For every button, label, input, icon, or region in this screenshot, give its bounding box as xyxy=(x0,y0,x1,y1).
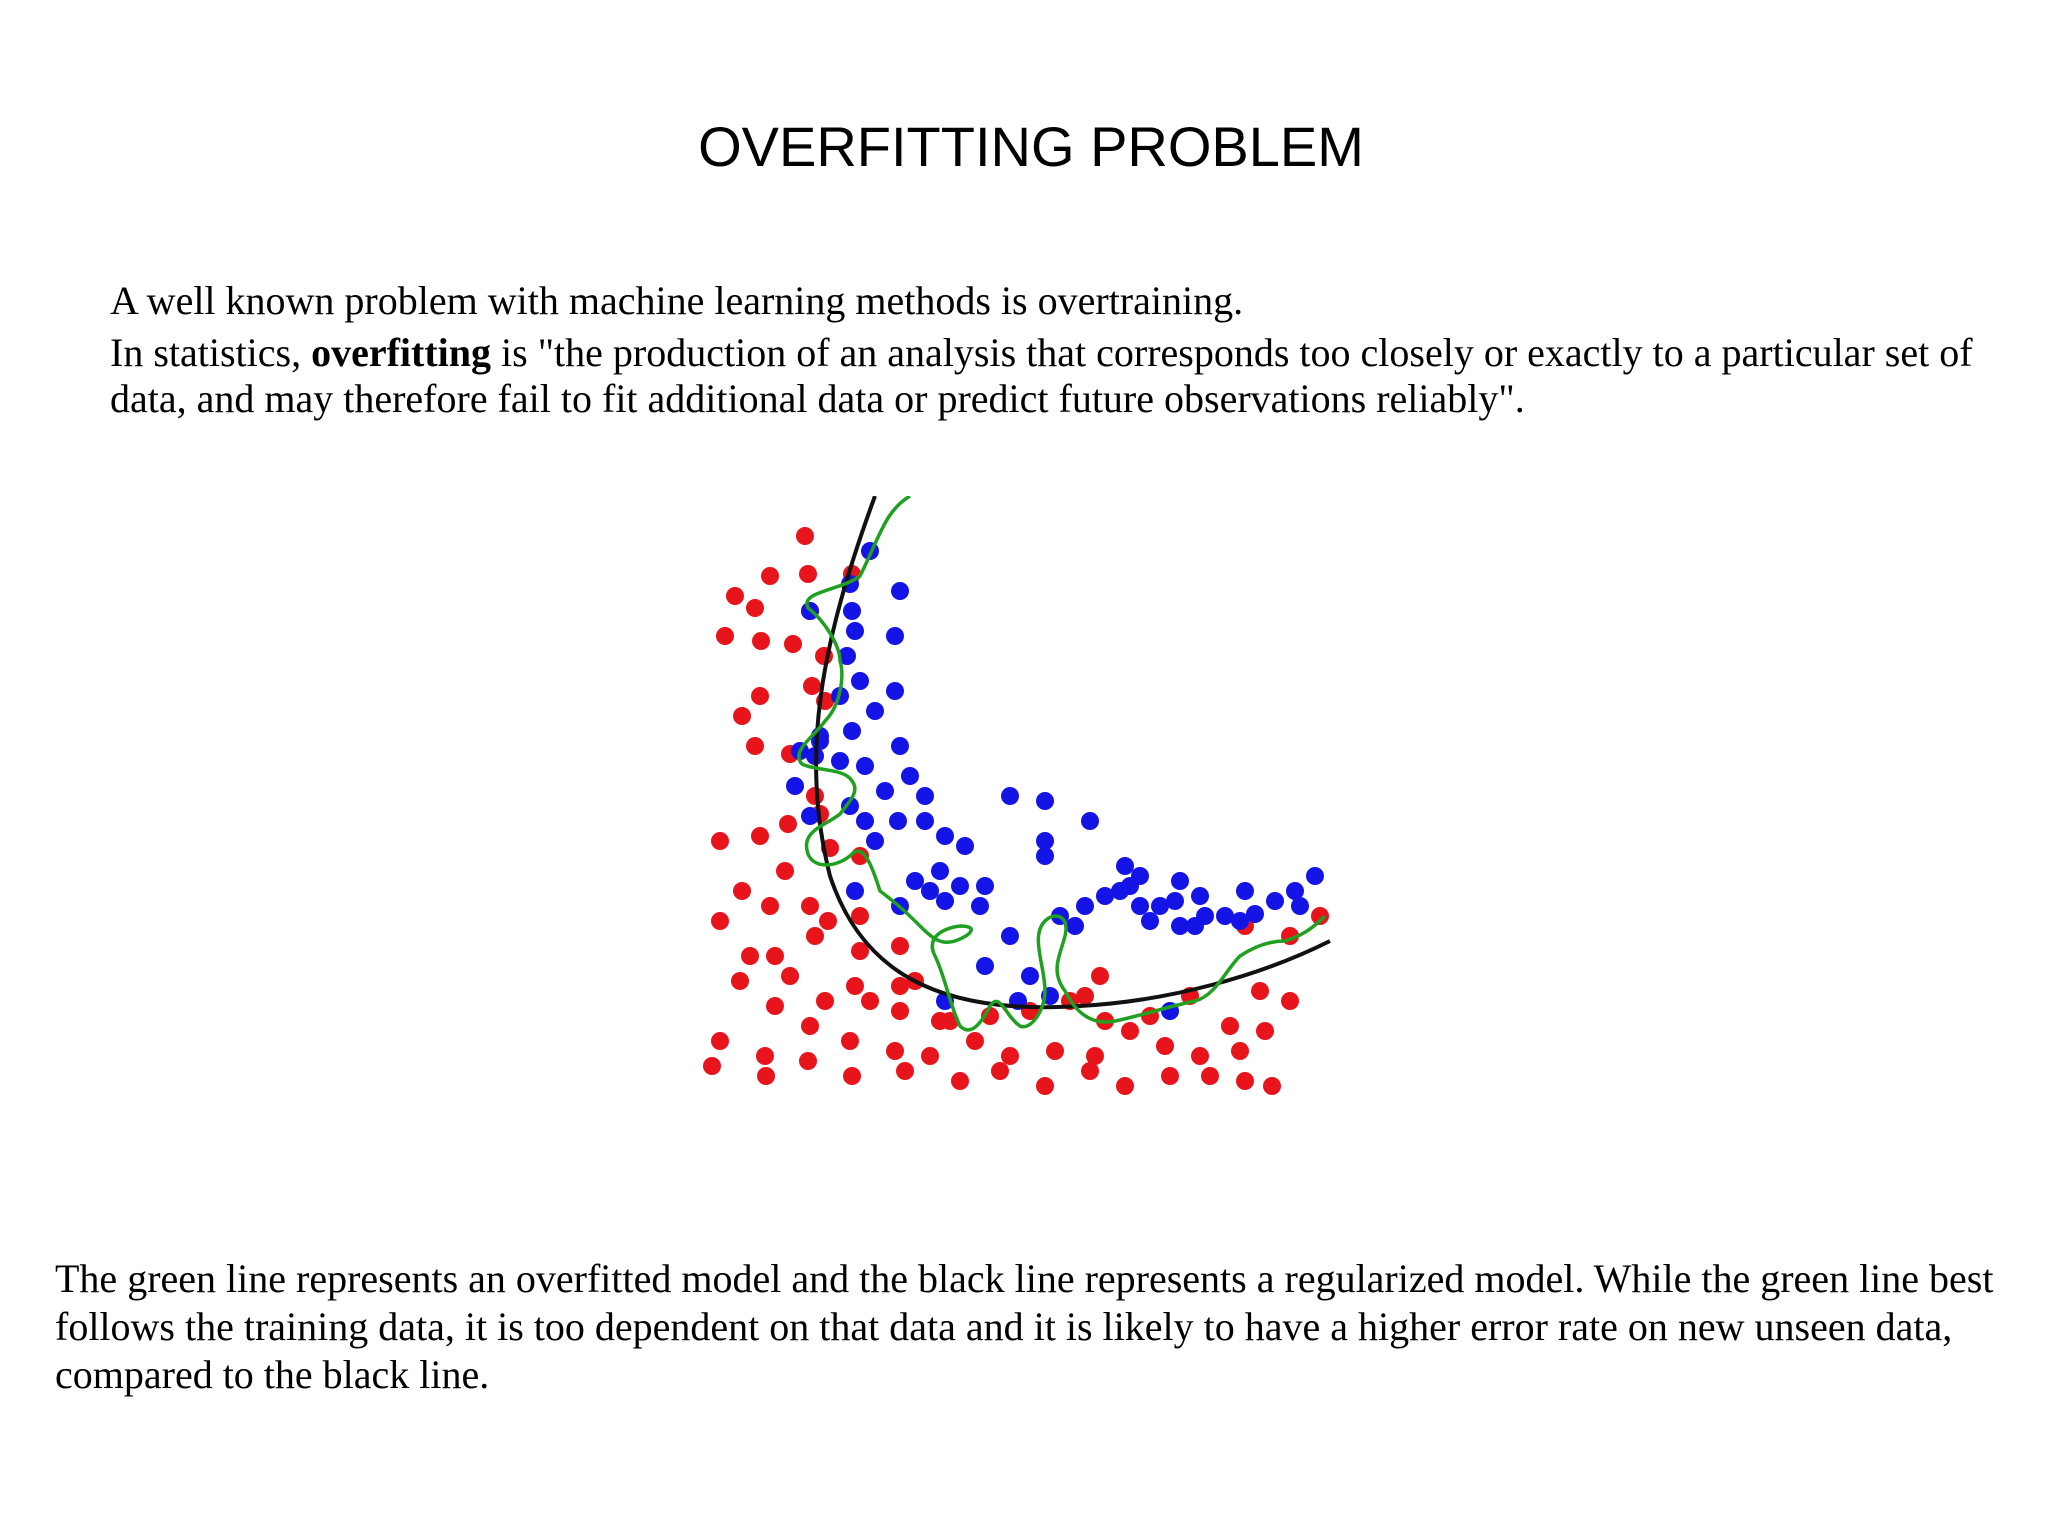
red-data-point xyxy=(931,1012,949,1030)
red-data-point xyxy=(799,1052,817,1070)
red-data-point xyxy=(761,897,779,915)
intro-text xyxy=(110,278,2010,422)
red-data-point xyxy=(1091,967,1109,985)
intro-line: A well known problem with machine learning methods is overtraining. xyxy=(110,278,1244,323)
red-data-point xyxy=(733,882,751,900)
red-data-point xyxy=(784,635,802,653)
red-data-point xyxy=(746,599,764,617)
blue-data-point xyxy=(831,752,849,770)
red-data-point xyxy=(751,687,769,705)
red-data-point xyxy=(1191,1047,1209,1065)
red-data-point xyxy=(799,565,817,583)
blue-data-point xyxy=(856,757,874,775)
red-data-point xyxy=(761,567,779,585)
red-data-point xyxy=(1236,1072,1254,1090)
blue-data-point xyxy=(1306,867,1324,885)
red-data-point xyxy=(1081,1062,1099,1080)
blue-data-point xyxy=(846,622,864,640)
red-data-point xyxy=(766,947,784,965)
blue-data-point xyxy=(1076,897,1094,915)
red-data-point xyxy=(779,815,797,833)
blue-data-point xyxy=(1131,867,1149,885)
red-data-point xyxy=(756,1047,774,1065)
red-data-point xyxy=(951,1072,969,1090)
red-data-point xyxy=(711,1032,729,1050)
blue-data-point xyxy=(931,862,949,880)
red-data-point xyxy=(1201,1067,1219,1085)
red-data-point xyxy=(896,1062,914,1080)
blue-data-point xyxy=(876,782,894,800)
red-data-point xyxy=(1256,1022,1274,1040)
red-data-point xyxy=(921,1047,939,1065)
blue-data-point xyxy=(1236,882,1254,900)
blue-data-point xyxy=(1036,792,1054,810)
blue-data-point xyxy=(851,672,869,690)
red-data-point xyxy=(886,1042,904,1060)
blue-data-point xyxy=(886,682,904,700)
red-data-point xyxy=(801,897,819,915)
blue-data-point xyxy=(843,602,861,620)
red-data-point xyxy=(751,827,769,845)
red-data-point xyxy=(766,997,784,1015)
red-data-point xyxy=(1221,1017,1239,1035)
blue-data-point xyxy=(1001,787,1019,805)
slide-title: OVERFITTING PROBLEM xyxy=(698,115,1364,178)
blue-data-point xyxy=(906,872,924,890)
red-data-point xyxy=(711,832,729,850)
red-data-point xyxy=(741,947,759,965)
red-data-point xyxy=(703,1057,721,1075)
blue-data-point xyxy=(921,882,939,900)
red-data-point xyxy=(1161,1067,1179,1085)
definition-prefix: In statistics, xyxy=(110,330,312,375)
blue-data-point xyxy=(956,837,974,855)
blue-data-point xyxy=(856,812,874,830)
red-data-point xyxy=(991,1062,1009,1080)
red-data-point xyxy=(861,992,879,1010)
red-data-point xyxy=(1076,987,1094,1005)
blue-data-point xyxy=(801,807,819,825)
red-data-point xyxy=(1263,1077,1281,1095)
blue-data-point xyxy=(1141,912,1159,930)
blue-data-point xyxy=(1171,872,1189,890)
red-data-point xyxy=(801,1017,819,1035)
red-data-point xyxy=(1281,992,1299,1010)
blue-data-point xyxy=(936,892,954,910)
red-data-point xyxy=(816,992,834,1010)
blue-data-point xyxy=(886,627,904,645)
red-data-point xyxy=(1046,1042,1064,1060)
red-data-point xyxy=(746,737,764,755)
blue-data-point xyxy=(1111,882,1129,900)
blue-data-point xyxy=(866,702,884,720)
red-data-point xyxy=(891,937,909,955)
red-data-point xyxy=(731,972,749,990)
red-data-point xyxy=(1231,1042,1249,1060)
red-data-point xyxy=(711,912,729,930)
definition-term: overfitting xyxy=(311,330,492,375)
blue-data-point xyxy=(936,827,954,845)
blue-data-point xyxy=(951,877,969,895)
blue-data-point xyxy=(1266,892,1284,910)
overfitting-definition xyxy=(110,330,2010,422)
blue-data-point xyxy=(1171,917,1189,935)
blue-data-point xyxy=(843,722,861,740)
red-data-point xyxy=(1036,1077,1054,1095)
blue-data-point xyxy=(916,787,934,805)
blue-data-point xyxy=(976,957,994,975)
red-data-point xyxy=(966,1032,984,1050)
blue-data-point xyxy=(1131,897,1149,915)
red-data-point xyxy=(846,977,864,995)
red-data-point xyxy=(806,927,824,945)
red-data-point xyxy=(1251,982,1269,1000)
blue-data-point xyxy=(1191,887,1209,905)
red-data-point xyxy=(752,632,770,650)
red-data-point xyxy=(891,1002,909,1020)
blue-data-point xyxy=(846,882,864,900)
blue-data-point xyxy=(1231,912,1249,930)
red-data-point xyxy=(733,707,751,725)
plot-background xyxy=(700,496,1380,1146)
figure-caption: The green line represents an overfitted model and the black line represents a regularized model. While the green line best follows the training data, it is too dependent on that data and it is likely to have a higher error rate on new unseen data, compared to the black line. xyxy=(55,1256,1994,1397)
blue-data-point xyxy=(971,897,989,915)
red-data-point xyxy=(716,627,734,645)
blue-data-point xyxy=(786,777,804,795)
classification-scatter-plot xyxy=(700,496,1380,1146)
red-data-point xyxy=(781,967,799,985)
blue-data-point xyxy=(901,767,919,785)
red-data-point xyxy=(803,677,821,695)
blue-data-point xyxy=(1036,847,1054,865)
blue-data-point xyxy=(1021,967,1039,985)
blue-data-point xyxy=(866,832,884,850)
red-data-point xyxy=(843,1067,861,1085)
red-data-point xyxy=(776,862,794,880)
blue-data-point xyxy=(1166,892,1184,910)
red-data-point xyxy=(891,977,909,995)
red-data-point xyxy=(1001,1047,1019,1065)
red-data-point xyxy=(726,587,744,605)
red-data-point xyxy=(1121,1022,1139,1040)
overfitting-illustration xyxy=(700,496,1380,1146)
red-data-point xyxy=(841,1032,859,1050)
red-data-point xyxy=(1116,1077,1134,1095)
blue-data-point xyxy=(1066,917,1084,935)
red-data-point xyxy=(819,912,837,930)
blue-data-point xyxy=(1081,812,1099,830)
red-data-point xyxy=(757,1067,775,1085)
blue-data-point xyxy=(889,812,907,830)
red-data-point xyxy=(796,527,814,545)
blue-data-point xyxy=(891,737,909,755)
definition-text: is "the production of an analysis that corresponds too closely or exactly to a particular set of data, and may therefore fail to fit additional data or predict future observations reliably". xyxy=(110,330,1973,421)
blue-data-point xyxy=(976,877,994,895)
blue-data-point xyxy=(891,582,909,600)
blue-data-point xyxy=(1116,857,1134,875)
red-data-point xyxy=(1156,1037,1174,1055)
blue-data-point xyxy=(1001,927,1019,945)
blue-data-point xyxy=(1291,897,1309,915)
blue-data-point xyxy=(916,812,934,830)
